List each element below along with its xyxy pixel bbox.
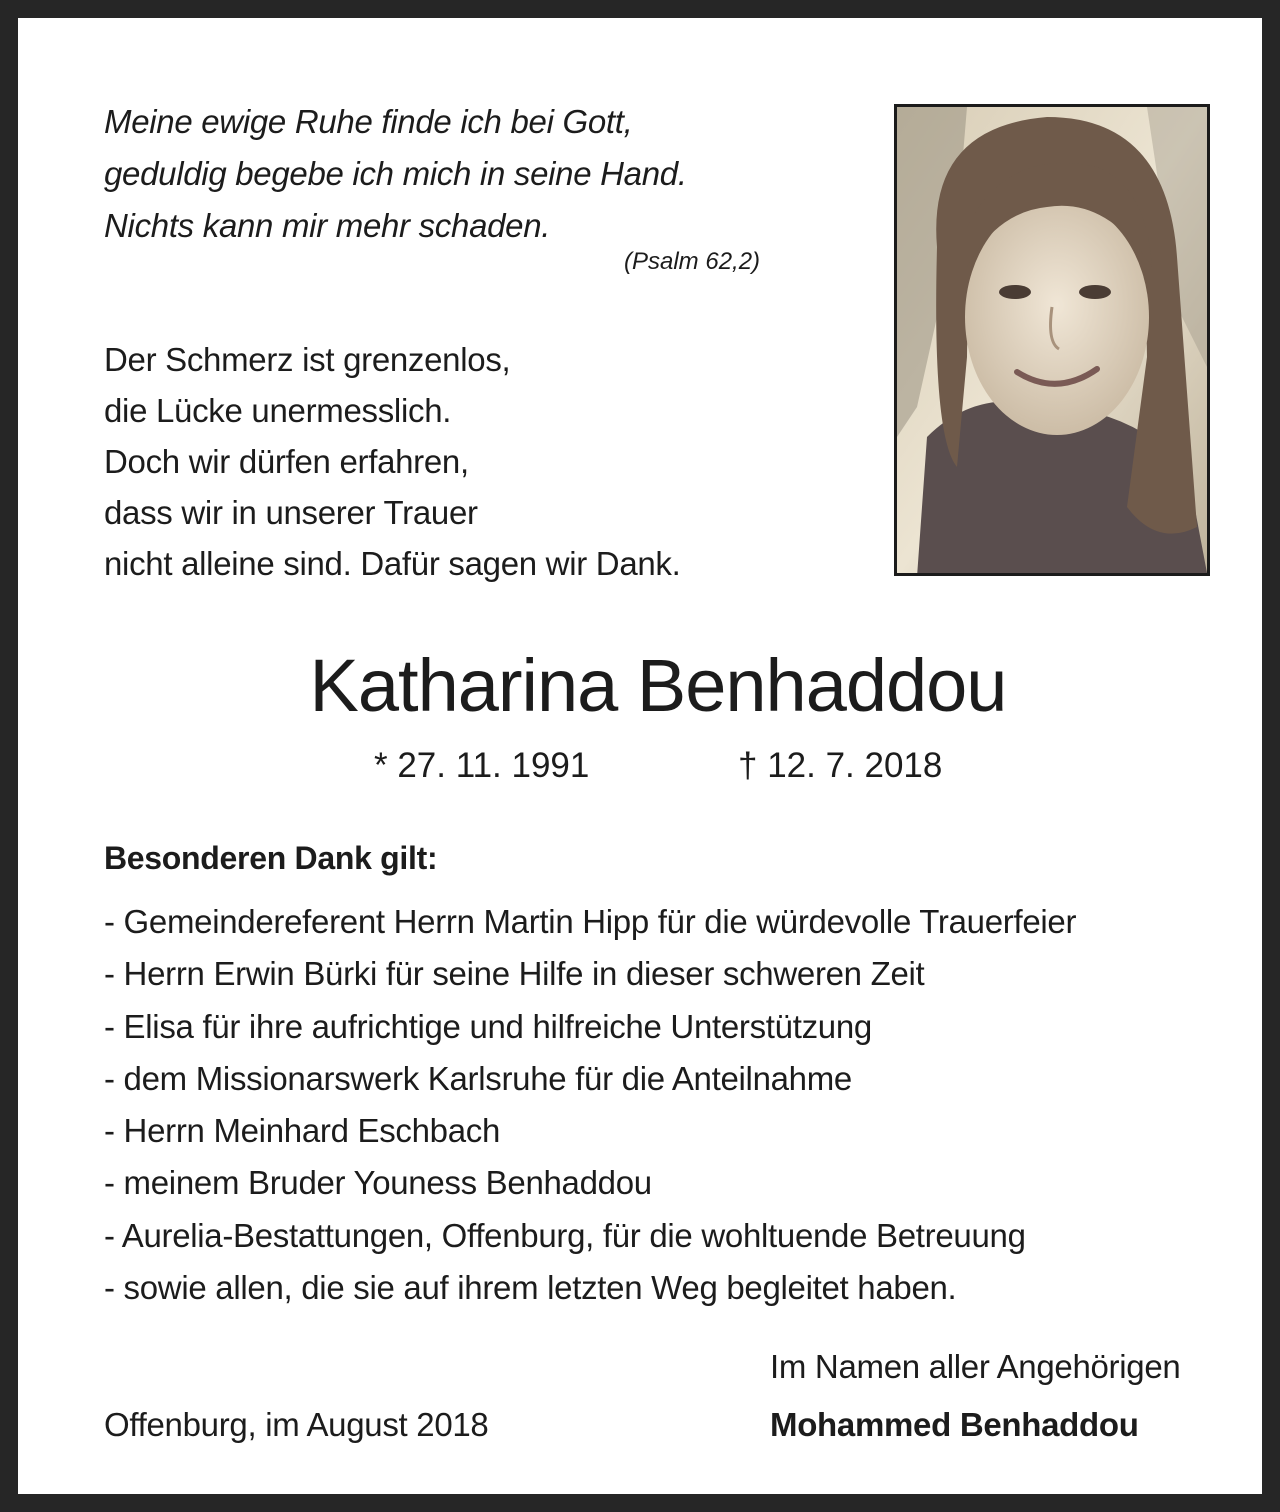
list-item: - Herrn Erwin Bürki für seine Hilfe in dieser schweren Zeit bbox=[104, 955, 925, 993]
list-item: - Gemeindereferent Herrn Martin Hipp für die würdevolle Trauerfeier bbox=[104, 903, 1077, 940]
birth-date: * 27. 11. 1991 bbox=[374, 746, 590, 785]
portrait-photo-icon bbox=[897, 107, 1207, 573]
list-item: - Elisa für ihre aufrichtige und hilfreiche Unterstützung bbox=[104, 1007, 872, 1045]
thanks-list bbox=[104, 896, 1076, 1314]
list-item: - Herrn Meinhard Eschbach bbox=[104, 1112, 501, 1150]
grief-line: Der Schmerz ist grenzenlos, bbox=[104, 341, 511, 378]
grief-line: Doch wir dürfen erfahren, bbox=[104, 443, 469, 480]
list-item: - dem Missionarswerk Karlsruhe für die Anteilnahme bbox=[104, 1059, 852, 1097]
verse-line: geduldig begebe ich mich in seine Hand. bbox=[104, 155, 687, 192]
psalm-reference: (Psalm 62,2) bbox=[624, 248, 761, 275]
on-behalf-line: Im Namen aller Angehörigen bbox=[770, 1348, 1181, 1385]
thanks-heading: Besonderen Dank gilt: bbox=[104, 840, 438, 876]
list-item: - Aurelia-Bestattungen, Offenburg, für die wohltuende Betreuung bbox=[104, 1216, 1026, 1254]
verse-line: Meine ewige Ruhe finde ich bei Gott, bbox=[104, 103, 633, 140]
grief-line: die Lücke unermesslich. bbox=[104, 392, 452, 429]
verse-line: Nichts kann mir mehr schaden. bbox=[104, 207, 551, 244]
signer-name: Mohammed Benhaddou bbox=[770, 1406, 1139, 1443]
grief-line: dass wir in unserer Trauer bbox=[104, 494, 478, 531]
grief-line: nicht alleine sind. Dafür sagen wir Dank. bbox=[104, 545, 681, 582]
grief-text bbox=[104, 334, 681, 589]
place-date: Offenburg, im August 2018 bbox=[104, 1406, 489, 1443]
psalm-verse bbox=[104, 96, 687, 252]
death-date: † 12. 7. 2018 bbox=[738, 746, 943, 785]
portrait-photo bbox=[894, 104, 1210, 576]
list-item: - sowie allen, die sie auf ihrem letzten Weg begleitet haben. bbox=[104, 1269, 957, 1307]
deceased-name: Katharina Benhaddou bbox=[309, 644, 1007, 727]
list-item: - meinem Bruder Youness Benhaddou bbox=[104, 1164, 652, 1202]
